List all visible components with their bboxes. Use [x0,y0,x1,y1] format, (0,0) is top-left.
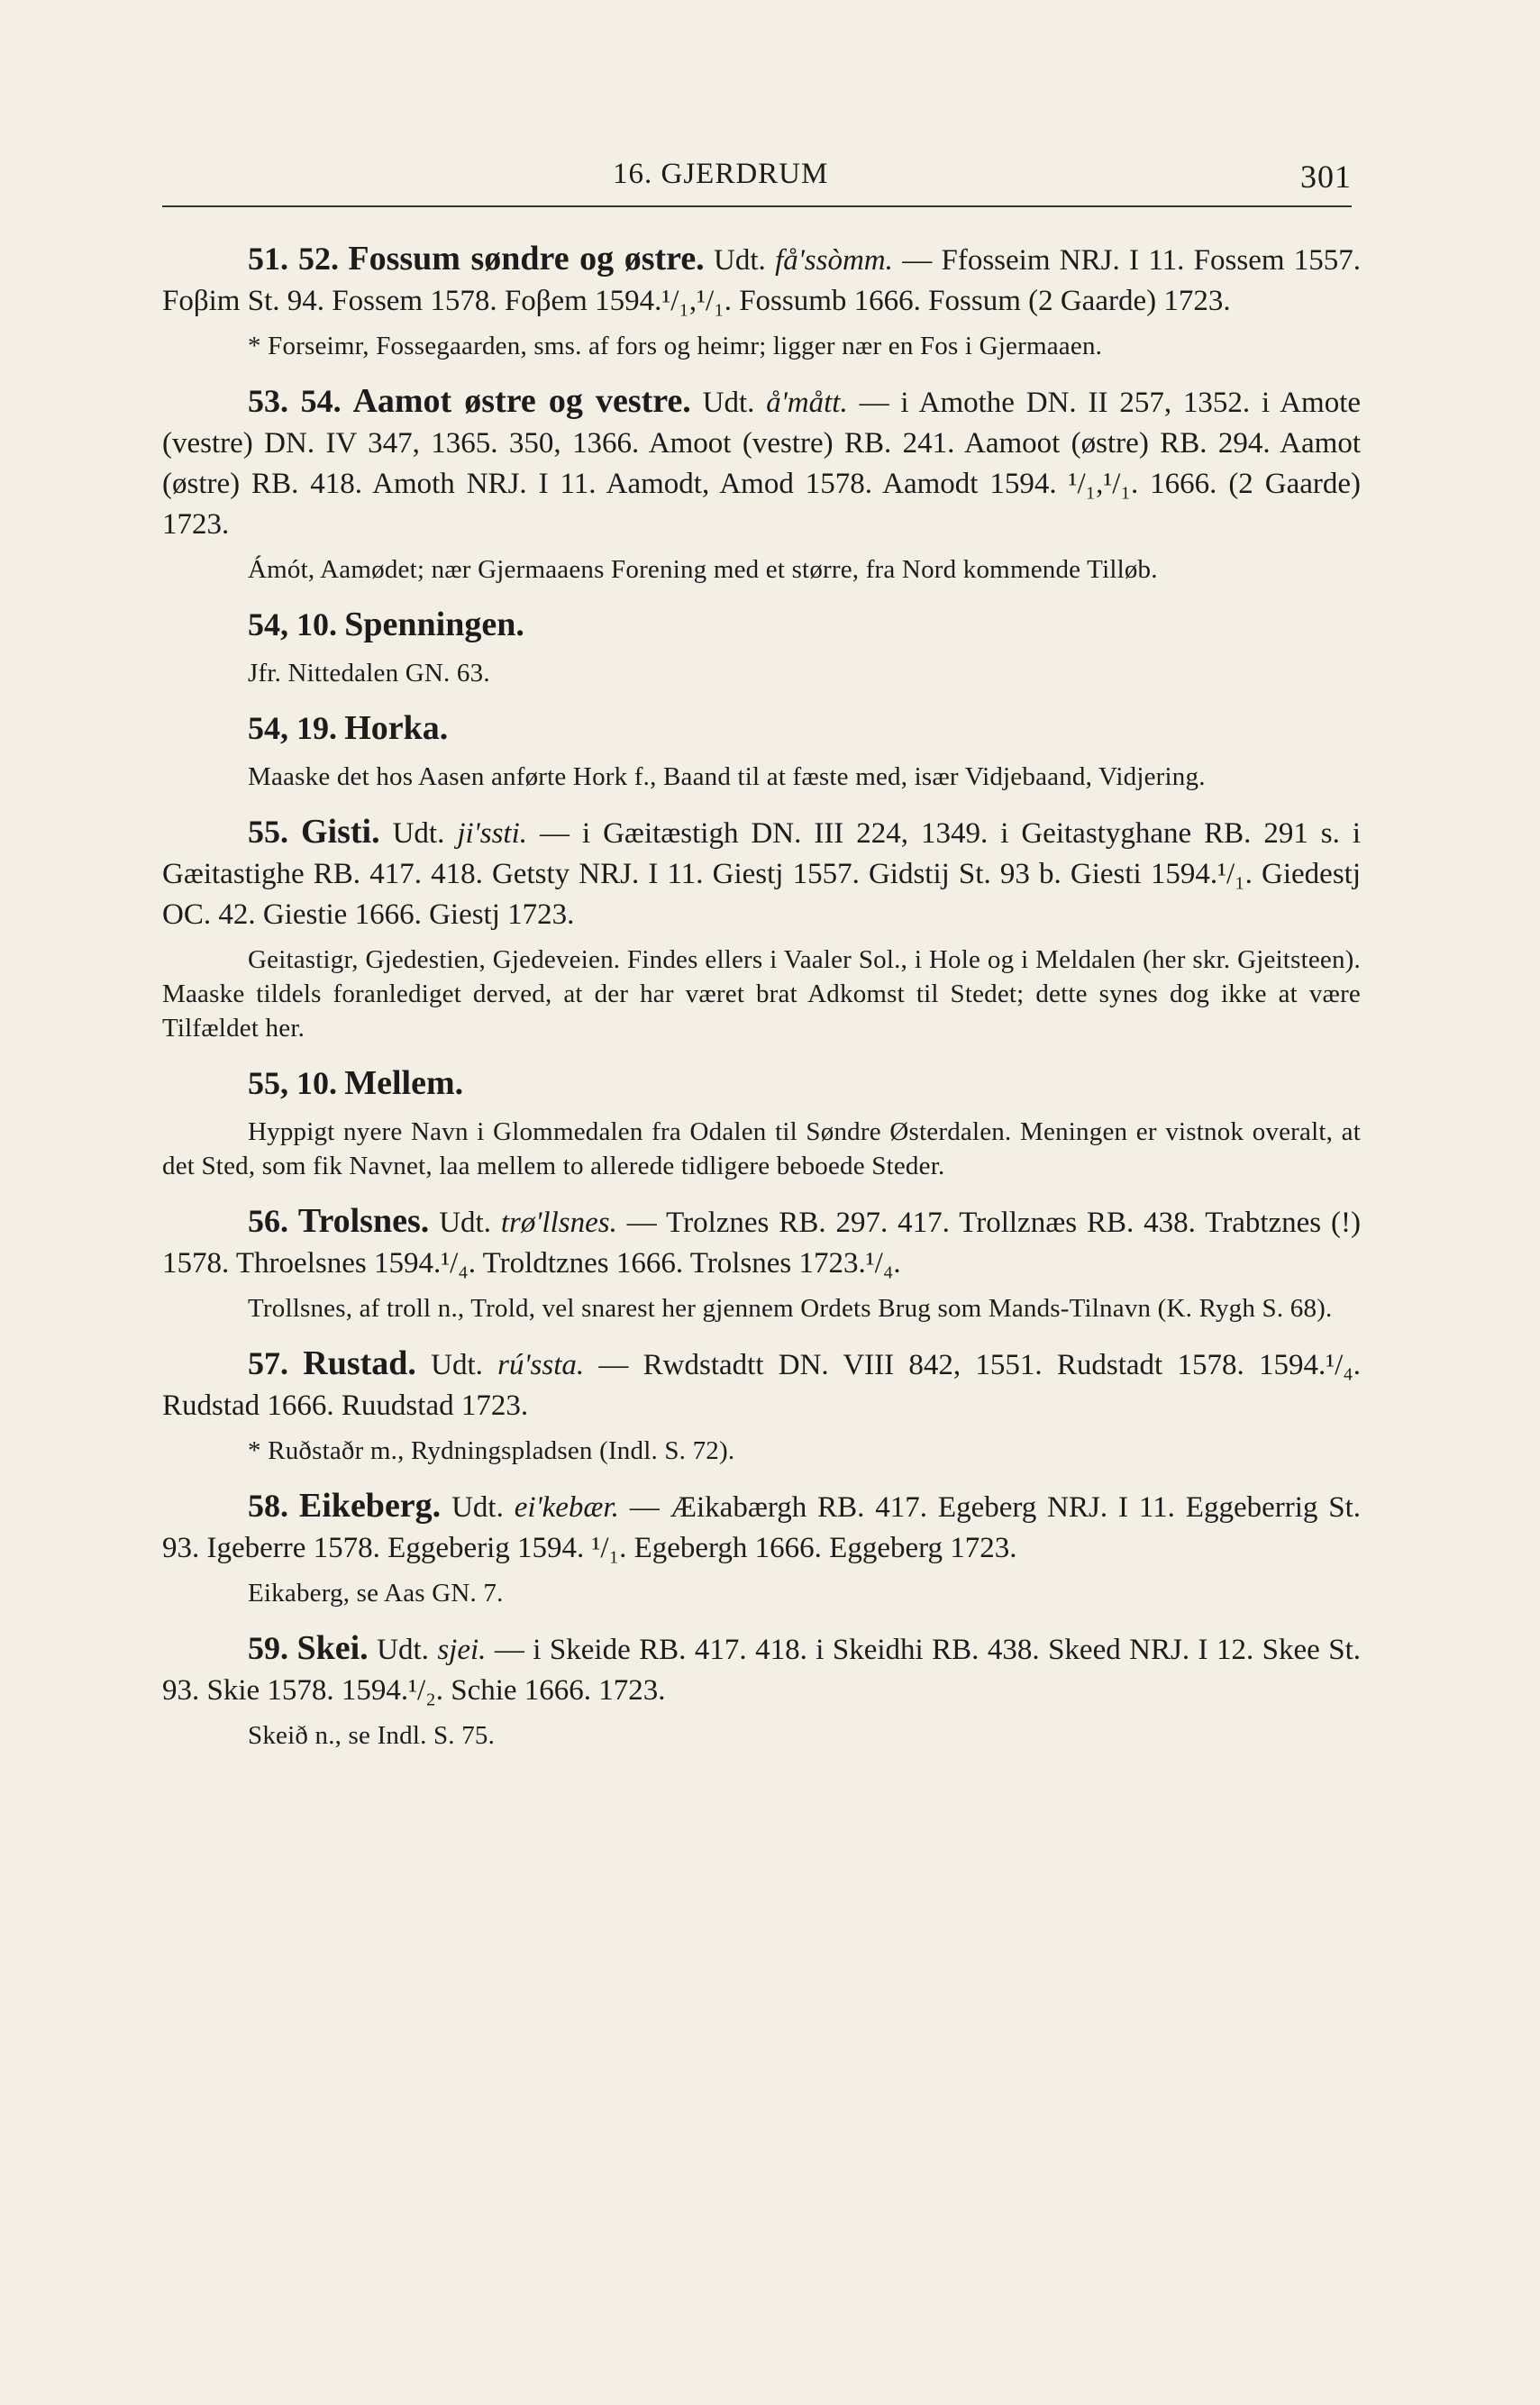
entry-udt: Udt. [714,244,766,277]
entry-spenningen [162,605,1361,690]
entry-forms: — Rwdstadtt DN. VIII 842, 1551. Rudstadt 1578. 1594.¹/₄. Rudstad 1666. Ruudstad 1723. [162,1349,1362,1422]
header-rule [162,205,1352,207]
entry-udt: Udt. [439,1207,491,1239]
entry-main [162,1344,1361,1426]
entry-main [162,1628,1361,1711]
entry-udt: Udt. [377,1634,429,1666]
entry-main [162,1486,1361,1569]
entry-heading: Rustad. [303,1344,416,1382]
entry-number: 55. [248,814,288,850]
entry-gisti [162,812,1361,1045]
entry-main [162,1201,1361,1284]
entry-heading: Horka. [344,709,449,747]
entry-note: * Ruðstaðr m., Rydningspladsen (Indl. S. 72). [248,1436,735,1465]
entry-number: 58. [248,1488,288,1524]
entry-note: Eikaberg, se Aas GN. 7. [248,1579,504,1608]
entry-number: 59. [248,1630,288,1666]
entry-note: Ámót, Aamødet; nær Gjermaaens Forening med et større, fra Nord kommende Tilløb. [248,555,1158,584]
entry-udt: Udt. [702,387,755,419]
entry-pronunciation: ei'kebær. [514,1491,619,1524]
entry-pronunciation: ji'ssti. [457,817,527,850]
entry-title [162,605,1361,647]
entry-number: 56. [248,1203,288,1239]
entry-forms: — i Amothe DN. II 257, 1352. i Amote (vestre) DN. IV 347, 1365. 350, 1366. Amoot (vestre) RB. 241. Aamoot (østre) RB. 294. Aamot (østre) RB. 418. Amoth NRJ. I 11. Aamodt, Amod 1578. Aamodt 1594. ¹/₁,¹/₁. 1666. (2 Gaarde) 1723. [162,387,1362,541]
entry-main [162,239,1361,322]
entry-pronunciation: trø'llsnes. [500,1207,617,1239]
entry-forms: — Trolznes RB. 297. 417. Trollznæs RB. 438. Trabtznes (!) 1578. Throelsnes 1594.¹/₄. Troldtznes 1666. Trolsnes 1723.¹/₄. [162,1207,1362,1280]
entry-heading: Trolsnes. [297,1202,430,1240]
entry-number: 57. [248,1345,288,1381]
entry-udt: Udt. [392,817,445,850]
entry-skei [162,1628,1361,1753]
entry-trolsnes [162,1201,1361,1325]
entry-mellem [162,1063,1361,1183]
entry-note: Maaske det hos Aasen anførte Hork f., Baand til at fæste med, især Vidjebaand, Vidjering. [248,762,1206,791]
entry-number: 54, 19. [248,710,337,746]
entry-title [162,1063,1361,1106]
page-number: 301 [1300,159,1352,195]
entry-forms: — i Skeide RB. 417. 418. i Skeidhi RB. 438. Skeed NRJ. I 12. Skee St. 93. Skie 1578. 1594.¹/₂. Schie 1666. 1723. [162,1634,1362,1707]
running-head [162,158,1352,203]
page-content [162,239,1361,1771]
entry-heading: Eikeberg. [298,1487,442,1525]
entry-forms: — Ffosseim NRJ. I 11. Fossem 1557. Foβim St. 94. Fossem 1578. Foβem 1594.¹/₁,¹/₁. Fossumb 1666. Fossum (2 Gaarde) 1723. [162,244,1362,317]
entry-pronunciation: rú'ssta. [497,1349,585,1381]
entry-note: Jfr. Nittedalen GN. 63. [248,659,490,688]
entry-heading: Mellem. [344,1064,464,1102]
entry-title [162,708,1361,751]
entry-forms: — Æikabærgh RB. 417. Egeberg NRJ. I 11. Eggeberrig St. 93. Igeberre 1578. Eggeberig 1594. ¹/₁. Egebergh 1666. Eggeberg 1723. [162,1491,1362,1564]
entry-heading: Fossum søndre og østre. [348,240,705,278]
entry-forms: — i Gæitæstigh DN. III 224, 1349. i Geitastyghane RB. 291 s. i Gæitastighe RB. 417. 418. Getsty NRJ. I 11. Giestj 1557. Gidstij St. 93 b. Giesti 1594.¹/₁. Giedestj OC. 42. Giestie 1666. Giestj 1723. [162,817,1362,931]
entry-rustad [162,1344,1361,1468]
entry-pronunciation: få'ssòmm. [775,244,893,277]
entry-number: 53. 54. [248,383,342,419]
entry-fossum [162,239,1361,363]
entry-heading: Aamot østre og vestre. [352,382,691,420]
entry-horka [162,708,1361,794]
entry-note: Hyppigt nyere Navn i Glommedalen fra Odalen til Søndre Østerdalen. Meningen er vistnok overalt, at det Sted, som fik Navnet, laa mellem to allerede tidligere beboede Steder. [162,1117,1361,1180]
entry-number: 54, 10. [248,606,337,642]
chapter-title: 16. GJERDRUM [613,158,829,190]
entry-pronunciation: sjei. [437,1634,487,1666]
entry-main [162,812,1361,935]
entry-udt: Udt. [451,1491,504,1524]
entry-heading: Gisti. [300,813,380,851]
entry-note: Geitastigr, Gjedestien, Gjedeveien. Findes ellers i Vaaler Sol., i Hole og i Meldalen (her skr. Gjeitsteen). Maaske tildels foranlediget derved, at der har været brat Adkomst til Stedet; dette synes dog ikke at være Tilfældet her. [162,945,1361,1043]
entry-udt: Udt. [431,1349,483,1381]
entry-heading: Skei. [296,1629,369,1667]
entry-heading: Spenningen. [344,606,524,643]
entry-number: 51. 52. [248,241,340,277]
entry-aamot [162,381,1361,587]
entry-eikeberg [162,1486,1361,1610]
entry-note: * Forseimr, Fossegaarden, sms. af fors og heimr; ligger nær en Fos i Gjermaaen. [248,332,1103,360]
entry-note: Skeið n., se Indl. S. 75. [248,1721,496,1750]
entry-note: Trollsnes, af troll n., Trold, vel snarest her gjennem Ordets Brug som Mands-Tilnavn (K. Rygh S. 68). [248,1294,1333,1323]
entry-number: 55, 10. [248,1065,337,1101]
entry-main [162,381,1361,545]
entry-pronunciation: å'mått. [766,387,848,419]
